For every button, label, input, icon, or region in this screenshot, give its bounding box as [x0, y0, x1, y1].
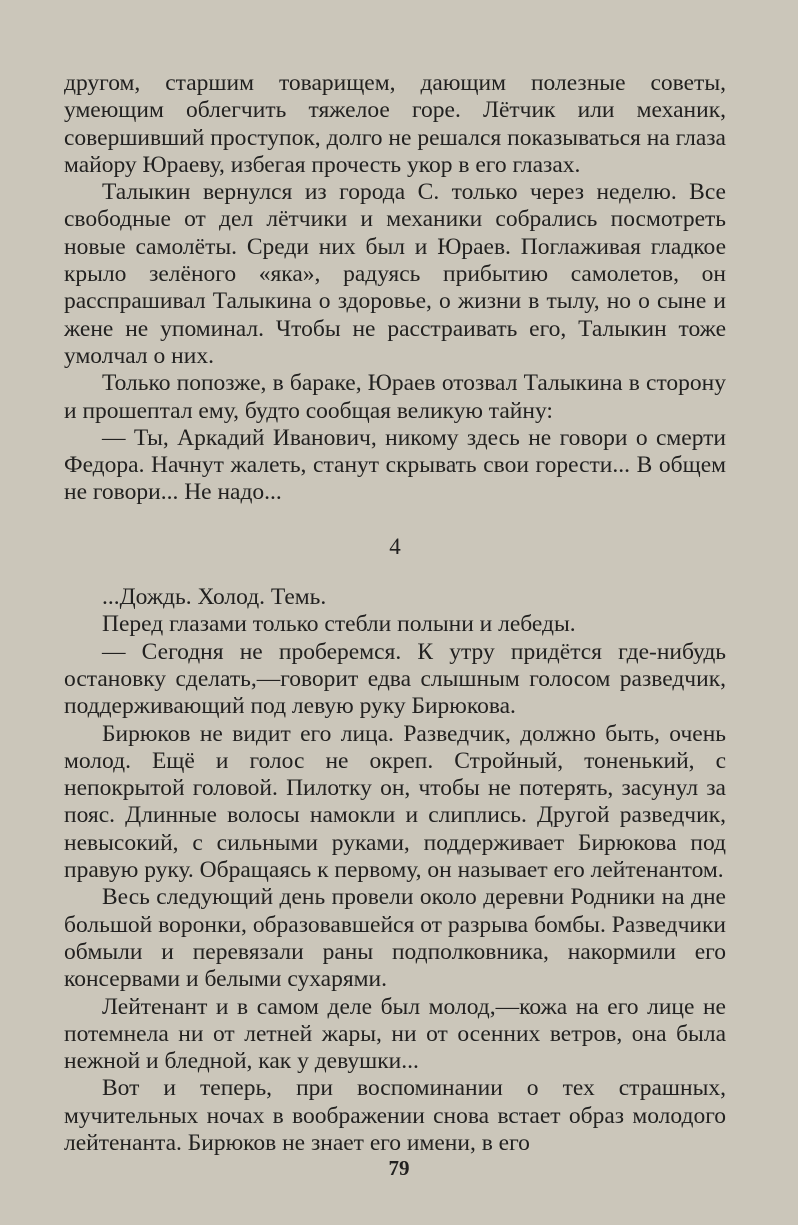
paragraph: Лейтенант и в самом деле был молод,—кожа на его лице не потемнела ни от летней жары, ни от осенних ветров, она была нежной и бледной, как у девушки...: [64, 993, 726, 1075]
paragraph: Талыкин вернулся из города С. только через неделю. Все свободные от дел лётчики и механики собрались посмотреть новые самолёты. Среди них был и Юраев. Поглаживая гладкое крыло зелёного «яка», радуясь прибытию самолетов, он расспрашивал Талыкина о здоровье, о жизни в тылу, но о сыне и жене не упоминал. Чтобы не расстраивать его, Талыкин тоже умолчал о них.: [64, 179, 726, 369]
paragraph: ...Дождь. Холод. Темь.: [102, 584, 327, 611]
text-block-before-chapter: [64, 70, 726, 507]
paragraph: Весь следующий день провели около деревни Родники на дне большой воронки, образовавшейся от разрыва бомбы. Разведчики обмыли и перевязали раны подполковника, накормили его консервами и белыми сухарями.: [64, 884, 726, 993]
paragraph: Перед глазами только стебли полыни и лебеды.: [102, 611, 576, 638]
paragraph: Бирюков не видит его лица. Разведчик, должно быть, очень молод. Ещё и голос не окреп. Стройный, тоненький, с непокрытой головой. Пилотку он, чтобы не потерять, засунул за пояс. Длинные волосы намокли и слиплись. Другой разведчик, невысокий, с сильными руками, поддерживает Бирюкова под правую руку. Обращаясь к первому, он называет его лейтенантом.: [64, 720, 726, 884]
paragraph: другом, старшим товарищем, дающим полезные советы, умеющим облегчить тяжелое горе. Лётчик или механик, совершивший проступок, долго не решался показываться на глаза майору Юраеву, избегая прочесть укор в его глазах.: [64, 70, 726, 178]
paragraph: Только попозже, в бараке, Юраев отозвал Талыкина в сторону и прошептал ему, будто сообщая великую тайну:: [64, 370, 726, 424]
paragraph-dialogue: — Сегодня не проберемся. К утру придётся где-нибудь остановку сделать,—говорит едва слышным голосом разведчик, поддерживающий под левую руку Бирюкова.: [64, 638, 726, 720]
text-block-chapter: [64, 584, 726, 1157]
chapter-number: 4: [389, 533, 401, 559]
paragraph: Вот и теперь, при воспоминании о тех страшных, мучительных ночах в воображении снова встает образ молодого лейтенанта. Бирюков не знает его имени, в его: [64, 1075, 726, 1156]
page-number: 79: [388, 1156, 410, 1180]
paragraph-dialogue: — Ты, Аркадий Иванович, никому здесь не говори о смерти Федора. Начнут жалеть, станут скрывать свои горести... В общем не говори... Не надо...: [64, 424, 726, 506]
